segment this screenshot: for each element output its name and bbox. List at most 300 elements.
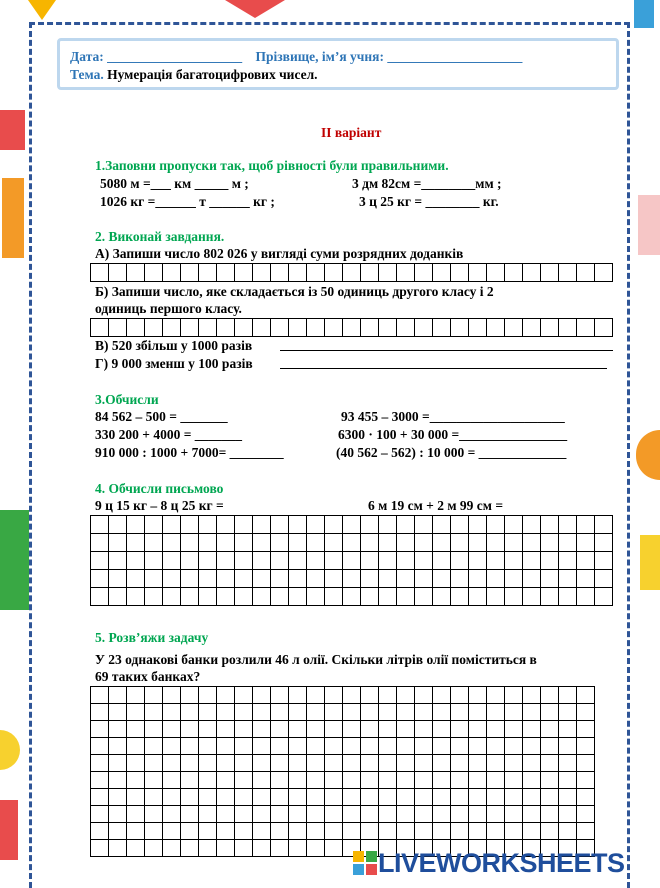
task2-b-text-1: Б) Запиши число, яке складається із 50 одиниць другого класу і 2	[95, 284, 494, 299]
liveworksheets-logo-icon	[352, 850, 378, 876]
grid-cell	[325, 552, 343, 570]
decor-red-ruler-right	[638, 195, 660, 255]
grid-cell	[271, 721, 289, 738]
grid-cell	[271, 687, 289, 704]
grid-cell	[271, 588, 289, 606]
grid-cell	[127, 755, 145, 772]
grid-cell	[505, 687, 523, 704]
grid-cell	[325, 516, 343, 534]
grid-cell	[289, 588, 307, 606]
grid-cell	[91, 704, 109, 721]
decor-red-shape-bottom	[0, 800, 18, 860]
grid-cell	[541, 772, 559, 789]
grid-cell	[217, 755, 235, 772]
grid-cell	[523, 806, 541, 823]
task2-d-text: Г) 9 000 зменш у 100 разів	[95, 356, 253, 371]
grid-cell	[91, 516, 109, 534]
grid-cell	[577, 772, 595, 789]
grid-cell	[433, 721, 451, 738]
grid-cell	[343, 704, 361, 721]
grid-cell	[577, 823, 595, 840]
grid-cell	[379, 570, 397, 588]
grid-cell	[217, 319, 235, 337]
grid-cell	[127, 588, 145, 606]
grid-cell	[163, 687, 181, 704]
task2-a-answer-grid[interactable]	[90, 263, 613, 282]
grid-cell	[451, 552, 469, 570]
task1-line1-right[interactable]: 3 дм 82см =________мм ;	[352, 176, 502, 191]
grid-cell	[541, 789, 559, 806]
grid-cell	[289, 570, 307, 588]
grid-cell	[307, 319, 325, 337]
grid-cell	[253, 704, 271, 721]
grid-cell	[397, 534, 415, 552]
grid-cell	[361, 687, 379, 704]
grid-cell	[469, 552, 487, 570]
grid-cell	[109, 806, 127, 823]
grid-cell	[145, 534, 163, 552]
grid-cell	[325, 588, 343, 606]
grid-cell	[181, 806, 199, 823]
grid-cell	[145, 721, 163, 738]
grid-cell	[577, 319, 595, 337]
grid-cell	[163, 806, 181, 823]
grid-cell	[559, 516, 577, 534]
grid-cell	[235, 840, 253, 857]
grid-cell	[289, 772, 307, 789]
grid-cell	[199, 721, 217, 738]
grid-cell	[541, 806, 559, 823]
grid-cell	[181, 840, 199, 857]
grid-cell	[343, 516, 361, 534]
grid-cell	[379, 588, 397, 606]
grid-cell	[163, 264, 181, 282]
grid-cell	[595, 534, 613, 552]
grid-cell	[433, 588, 451, 606]
grid-cell	[235, 721, 253, 738]
grid-cell	[217, 789, 235, 806]
grid-cell	[199, 772, 217, 789]
grid-cell	[235, 738, 253, 755]
grid-cell	[541, 588, 559, 606]
grid-cell	[163, 588, 181, 606]
grid-cell	[307, 806, 325, 823]
grid-cell	[199, 687, 217, 704]
grid-cell	[181, 588, 199, 606]
grid-cell	[505, 738, 523, 755]
grid-cell	[145, 319, 163, 337]
grid-cell	[559, 772, 577, 789]
grid-cell	[379, 704, 397, 721]
grid-cell	[145, 840, 163, 857]
grid-cell	[523, 588, 541, 606]
grid-cell	[361, 755, 379, 772]
grid-cell	[505, 534, 523, 552]
grid-cell	[271, 806, 289, 823]
grid-cell	[541, 704, 559, 721]
task3-row3-left[interactable]: 910 000 : 1000 + 7000= ________	[95, 445, 284, 460]
grid-cell	[91, 534, 109, 552]
grid-cell	[559, 319, 577, 337]
grid-cell	[415, 704, 433, 721]
grid-cell	[397, 516, 415, 534]
grid-cell	[145, 552, 163, 570]
grid-cell	[91, 755, 109, 772]
grid-cell	[181, 704, 199, 721]
topic-value: Нумерація багатоцифрових чисел.	[107, 67, 318, 82]
grid-cell	[451, 687, 469, 704]
grid-cell	[379, 755, 397, 772]
task5-problem-line-1: У 23 однакові банки розлили 46 л олії. Скільки літрів олії поміститься в	[95, 652, 537, 667]
grid-cell	[433, 570, 451, 588]
grid-cell	[271, 755, 289, 772]
grid-cell	[145, 687, 163, 704]
task2-d-answer-line[interactable]	[280, 368, 607, 369]
grid-cell	[109, 570, 127, 588]
grid-cell	[469, 823, 487, 840]
grid-cell	[127, 772, 145, 789]
grid-cell	[271, 570, 289, 588]
grid-cell	[523, 264, 541, 282]
grid-cell	[109, 516, 127, 534]
variant-title: ІІ варіант	[321, 125, 382, 140]
grid-cell	[451, 319, 469, 337]
grid-cell	[361, 738, 379, 755]
grid-cell	[109, 789, 127, 806]
grid-cell	[145, 516, 163, 534]
task3-row2-left[interactable]: 330 200 + 4000 = _______	[95, 427, 243, 442]
grid-cell	[379, 823, 397, 840]
grid-cell	[163, 840, 181, 857]
grid-cell	[523, 772, 541, 789]
task3-row1-left[interactable]: 84 562 – 500 = _______	[95, 409, 228, 424]
grid-cell	[361, 721, 379, 738]
grid-cell	[253, 264, 271, 282]
grid-cell	[451, 264, 469, 282]
grid-cell	[397, 755, 415, 772]
grid-cell	[271, 516, 289, 534]
grid-cell	[163, 721, 181, 738]
grid-cell	[127, 687, 145, 704]
task1-line2-left[interactable]: 1026 кг =______ т ______ кг ;	[100, 194, 275, 209]
grid-cell	[505, 806, 523, 823]
grid-cell	[289, 755, 307, 772]
grid-cell	[343, 806, 361, 823]
grid-cell	[217, 534, 235, 552]
grid-cell	[325, 772, 343, 789]
grid-cell	[199, 319, 217, 337]
grid-cell	[307, 738, 325, 755]
grid-cell	[343, 721, 361, 738]
grid-cell	[559, 738, 577, 755]
grid-table	[90, 686, 595, 857]
grid-cell	[397, 704, 415, 721]
grid-cell	[253, 738, 271, 755]
task4-title: 4. Обчисли письмово	[95, 481, 224, 496]
grid-cell	[379, 516, 397, 534]
grid-cell	[307, 588, 325, 606]
task1-line2-right[interactable]: 3 ц 25 кг = ________ кг.	[359, 194, 499, 209]
grid-cell	[289, 806, 307, 823]
grid-cell	[307, 704, 325, 721]
grid-cell	[451, 806, 469, 823]
grid-cell	[145, 704, 163, 721]
grid-cell	[415, 772, 433, 789]
grid-cell	[343, 738, 361, 755]
grid-cell	[505, 823, 523, 840]
grid-cell	[127, 840, 145, 857]
liveworksheets-wordmark: LIVEWORKSHEETS	[378, 847, 625, 878]
grid-cell	[397, 552, 415, 570]
grid-cell	[289, 704, 307, 721]
grid-cell	[307, 570, 325, 588]
grid-cell	[127, 552, 145, 570]
grid-cell	[127, 570, 145, 588]
grid-cell	[127, 806, 145, 823]
task5-problem-line-2: 69 таких банках?	[95, 669, 201, 684]
grid-cell	[559, 552, 577, 570]
grid-cell	[289, 534, 307, 552]
grid-cell	[343, 570, 361, 588]
grid-cell	[127, 534, 145, 552]
task5-work-grid[interactable]	[90, 686, 595, 857]
grid-cell	[541, 264, 559, 282]
grid-cell	[451, 721, 469, 738]
grid-cell	[235, 755, 253, 772]
grid-cell	[235, 570, 253, 588]
grid-cell	[91, 789, 109, 806]
grid-cell	[487, 738, 505, 755]
grid-cell	[541, 755, 559, 772]
grid-cell	[325, 806, 343, 823]
grid-cell	[199, 552, 217, 570]
grid-cell	[559, 755, 577, 772]
grid-cell	[127, 738, 145, 755]
grid-cell	[253, 570, 271, 588]
grid-cell	[307, 721, 325, 738]
grid-cell	[397, 319, 415, 337]
decor-blue-right	[634, 0, 654, 28]
grid-cell	[253, 687, 271, 704]
grid-cell	[451, 570, 469, 588]
grid-cell	[541, 687, 559, 704]
grid-cell	[361, 264, 379, 282]
grid-cell	[235, 588, 253, 606]
grid-cell	[271, 772, 289, 789]
grid-cell	[289, 552, 307, 570]
grid-cell	[181, 516, 199, 534]
grid-cell	[199, 840, 217, 857]
grid-cell	[271, 552, 289, 570]
grid-cell	[451, 789, 469, 806]
grid-cell	[253, 772, 271, 789]
grid-cell	[307, 552, 325, 570]
grid-cell	[541, 823, 559, 840]
grid-cell	[217, 840, 235, 857]
grid-cell	[217, 704, 235, 721]
grid-cell	[235, 552, 253, 570]
grid-cell	[541, 534, 559, 552]
grid-cell	[577, 534, 595, 552]
grid-cell	[235, 687, 253, 704]
grid-cell	[397, 570, 415, 588]
grid-cell	[91, 264, 109, 282]
grid-cell	[361, 552, 379, 570]
grid-cell	[289, 264, 307, 282]
grid-cell	[109, 687, 127, 704]
liveworksheets-logo	[352, 848, 625, 878]
grid-cell	[109, 704, 127, 721]
grid-table	[90, 515, 613, 606]
grid-cell	[415, 721, 433, 738]
grid-cell	[181, 823, 199, 840]
grid-cell	[325, 687, 343, 704]
grid-cell	[433, 789, 451, 806]
grid-cell	[523, 534, 541, 552]
grid-cell	[253, 552, 271, 570]
grid-cell	[91, 823, 109, 840]
student-name-field[interactable]: Прізвище, ім’я учня: ____________________	[255, 49, 523, 64]
grid-cell	[487, 789, 505, 806]
grid-cell	[379, 789, 397, 806]
grid-cell	[307, 264, 325, 282]
grid-cell	[415, 823, 433, 840]
task3-row1-right[interactable]: 93 455 – 3000 =____________________	[341, 409, 565, 424]
grid-cell	[109, 738, 127, 755]
grid-cell	[397, 738, 415, 755]
grid-cell	[523, 721, 541, 738]
grid-cell	[91, 721, 109, 738]
grid-cell	[253, 588, 271, 606]
grid-cell	[361, 516, 379, 534]
grid-cell	[379, 687, 397, 704]
grid-cell	[523, 319, 541, 337]
grid-cell	[505, 552, 523, 570]
grid-cell	[163, 534, 181, 552]
grid-cell	[343, 534, 361, 552]
grid-cell	[181, 570, 199, 588]
grid-cell	[307, 772, 325, 789]
grid-cell	[109, 319, 127, 337]
task4-work-grid[interactable]	[90, 515, 613, 606]
task4-expr-a: 9 ц 15 кг – 8 ц 25 кг =	[95, 498, 224, 513]
grid-cell	[505, 772, 523, 789]
grid-cell	[145, 738, 163, 755]
task1-line1-left[interactable]: 5080 м =___ км _____ м ;	[100, 176, 249, 191]
grid-cell	[487, 552, 505, 570]
grid-cell	[217, 738, 235, 755]
grid-cell	[307, 534, 325, 552]
grid-cell	[415, 534, 433, 552]
grid-cell	[433, 534, 451, 552]
grid-cell	[307, 823, 325, 840]
grid-cell	[487, 772, 505, 789]
grid-cell	[307, 840, 325, 857]
grid-cell	[577, 687, 595, 704]
grid-cell	[217, 516, 235, 534]
grid-cell	[595, 264, 613, 282]
grid-cell	[127, 319, 145, 337]
grid-cell	[163, 772, 181, 789]
grid-cell	[469, 588, 487, 606]
grid-cell	[325, 755, 343, 772]
grid-cell	[415, 789, 433, 806]
grid-cell	[109, 840, 127, 857]
grid-cell	[199, 823, 217, 840]
grid-cell	[199, 264, 217, 282]
topic-label: Тема.	[70, 67, 104, 82]
grid-cell	[487, 588, 505, 606]
grid-cell	[271, 264, 289, 282]
grid-cell	[163, 755, 181, 772]
grid-cell	[325, 570, 343, 588]
grid-cell	[127, 721, 145, 738]
task1-title: 1.Заповни пропуски так, щоб рівності були правильними.	[95, 158, 449, 173]
grid-cell	[361, 823, 379, 840]
grid-cell	[91, 738, 109, 755]
grid-cell	[541, 738, 559, 755]
grid-cell	[253, 516, 271, 534]
grid-cell	[235, 772, 253, 789]
grid-cell	[559, 806, 577, 823]
grid-cell	[397, 823, 415, 840]
grid-cell	[415, 264, 433, 282]
grid-cell	[577, 806, 595, 823]
grid-cell	[505, 570, 523, 588]
grid-cell	[577, 570, 595, 588]
grid-cell	[487, 687, 505, 704]
grid-cell	[415, 755, 433, 772]
grid-cell	[487, 721, 505, 738]
grid-cell	[343, 823, 361, 840]
grid-cell	[181, 552, 199, 570]
decor-yellow-right	[640, 535, 660, 590]
grid-cell	[397, 789, 415, 806]
task4-expr-b: 6 м 19 см + 2 м 99 см =	[368, 498, 504, 513]
grid-cell	[451, 588, 469, 606]
grid-cell	[181, 789, 199, 806]
grid-cell	[451, 755, 469, 772]
grid-cell	[469, 789, 487, 806]
task3-row3-right[interactable]: (40 562 – 562) : 10 000 = _____________	[336, 445, 567, 460]
grid-cell	[325, 721, 343, 738]
grid-cell	[487, 823, 505, 840]
task3-row2-right[interactable]: 6300 · 100 + 30 000 =________________	[338, 427, 568, 442]
grid-cell	[217, 772, 235, 789]
grid-cell	[199, 738, 217, 755]
grid-cell	[469, 704, 487, 721]
grid-cell	[109, 552, 127, 570]
grid-cell	[199, 588, 217, 606]
grid-cell	[559, 570, 577, 588]
grid-cell	[181, 772, 199, 789]
grid-cell	[523, 823, 541, 840]
date-field[interactable]: Дата: ____________________	[70, 49, 243, 64]
grid-cell	[433, 687, 451, 704]
grid-cell	[559, 534, 577, 552]
header-line-1	[70, 49, 522, 65]
grid-cell	[109, 588, 127, 606]
grid-cell	[451, 704, 469, 721]
grid-cell	[505, 264, 523, 282]
grid-cell	[181, 687, 199, 704]
grid-cell	[397, 721, 415, 738]
grid-cell	[469, 772, 487, 789]
task2-c-answer-line[interactable]	[280, 350, 613, 351]
grid-cell	[181, 721, 199, 738]
header-line-2	[70, 67, 318, 83]
task2-b-answer-grid[interactable]	[90, 318, 613, 337]
